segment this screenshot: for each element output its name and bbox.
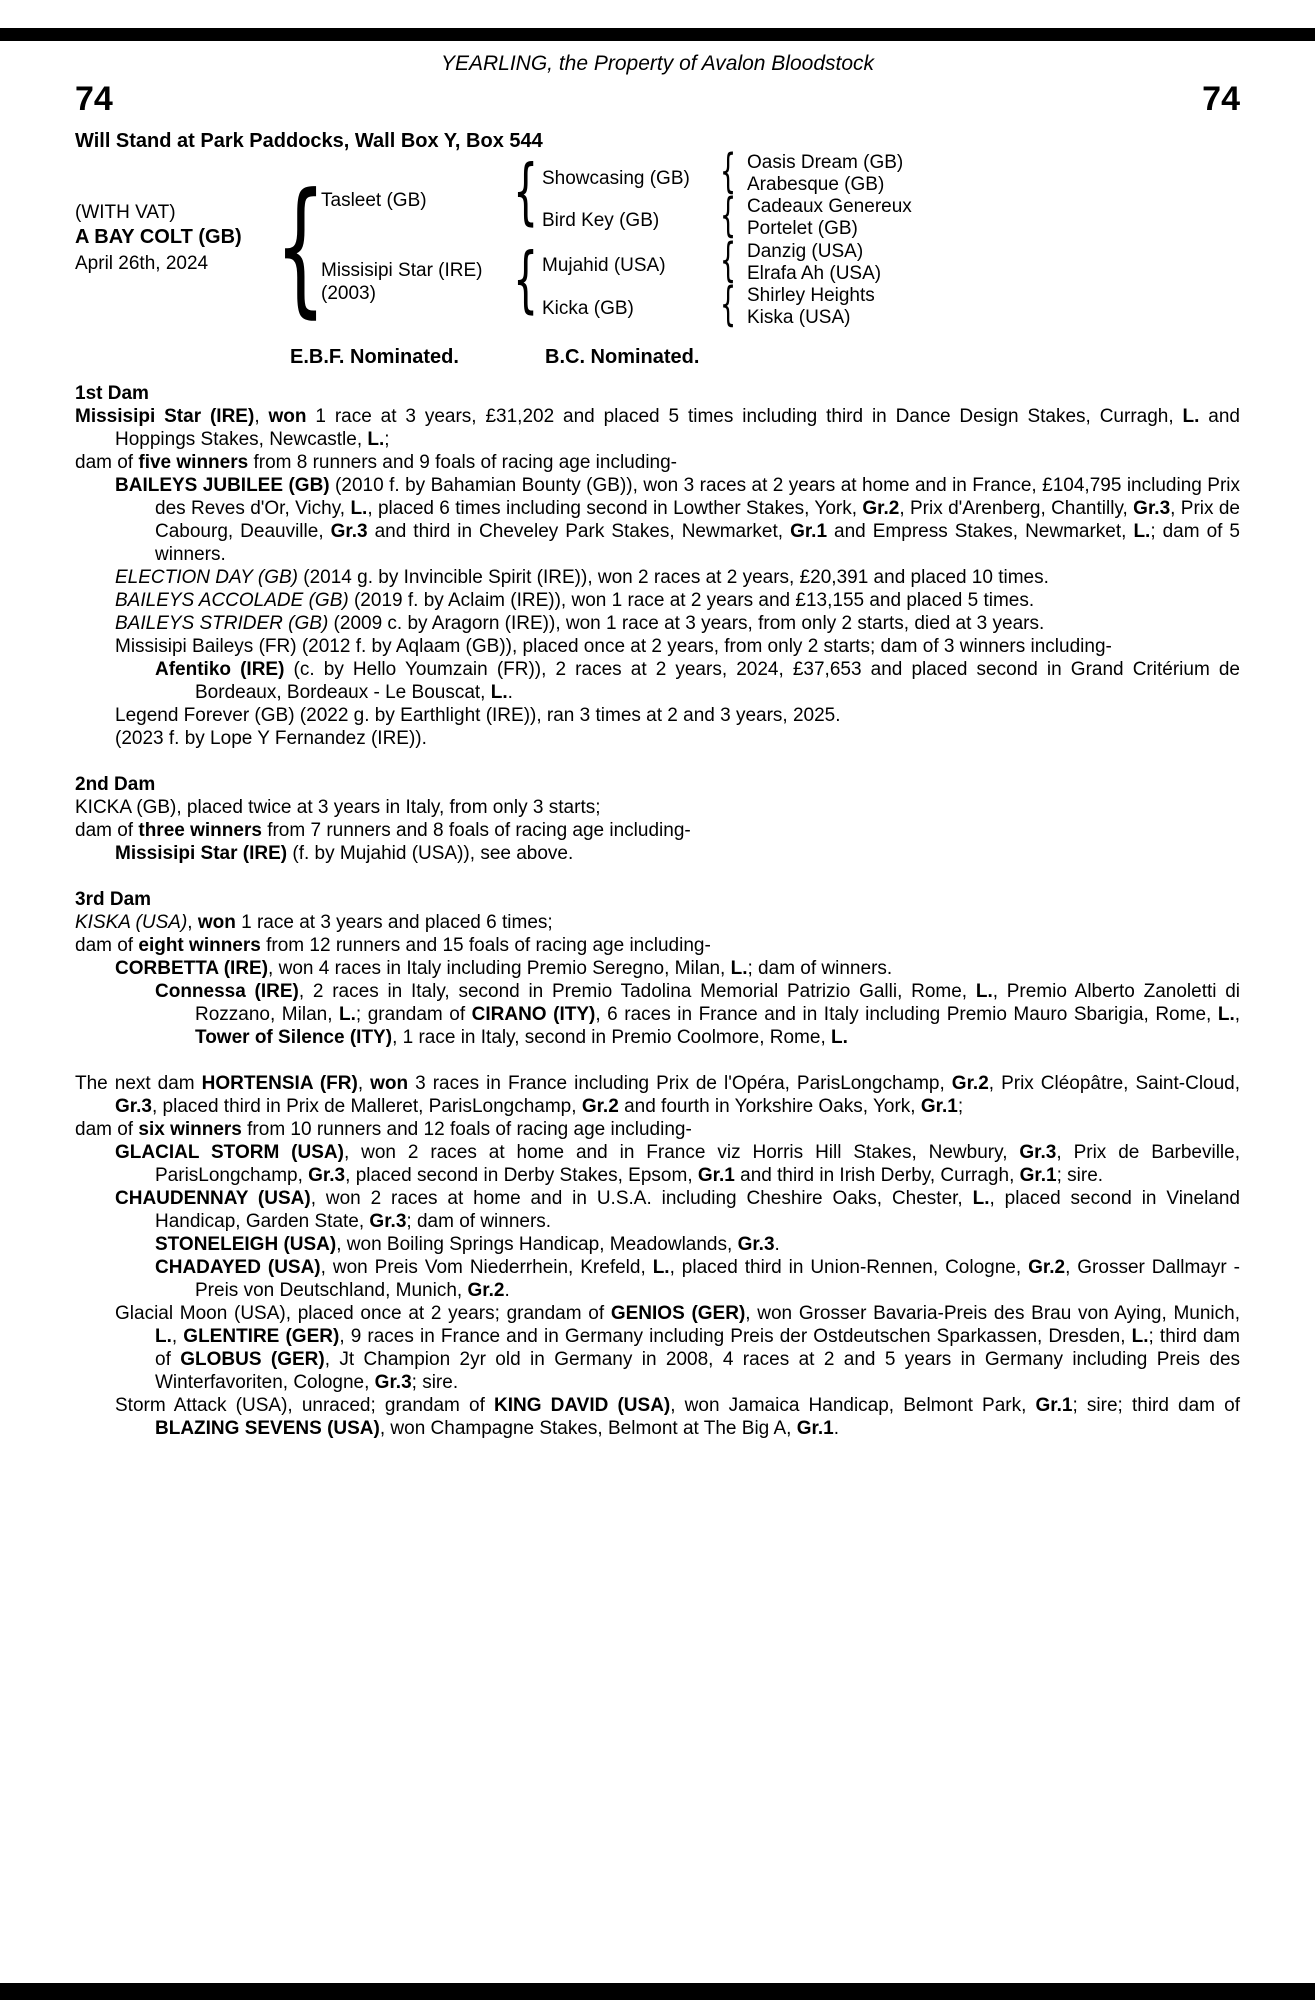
- pedigree-paragraph: [75, 1233, 1240, 1256]
- text-run: won: [268, 406, 307, 427]
- scan-artifact-top: [0, 28, 1315, 41]
- section-spacer: [75, 750, 1240, 773]
- text-run: Gr.3: [374, 1372, 412, 1393]
- text-run: Glacial Moon (USA), placed once at 2 years; grandam of: [115, 1303, 611, 1324]
- text-run: (f. by Mujahid (USA)), see above.: [287, 843, 574, 864]
- text-run: six winners: [138, 1119, 242, 1140]
- text-run: Gr.1: [1019, 1165, 1057, 1186]
- catalogue-body: [75, 382, 1240, 1440]
- text-run: BAILEYS JUBILEE (GB): [115, 475, 330, 496]
- text-run: Gr.1: [697, 1165, 735, 1186]
- text-run: Gr.3: [1019, 1142, 1057, 1163]
- text-run: , won Boiling Springs Handicap, Meadowlands,: [336, 1234, 738, 1255]
- great-grandsire-1-name: Oasis Dream (GB): [747, 152, 904, 173]
- lot-number-right: 74: [1202, 80, 1240, 118]
- text-run: ELECTION DAY (GB): [115, 567, 298, 588]
- text-run: dam of: [75, 452, 139, 473]
- text-run: , 2 races in Italy, second in Premio Tadolina Memorial Patrizio Galli, Rome,: [298, 981, 976, 1002]
- text-run: L.: [1182, 406, 1200, 427]
- text-run: dam of: [75, 820, 139, 841]
- text-run: , won Preis Vom Niederrhein, Krefeld,: [320, 1257, 653, 1278]
- section-heading: 2nd Dam: [75, 774, 156, 795]
- text-run: L.: [652, 1257, 670, 1278]
- sire-dam-name: Bird Key (GB): [542, 210, 660, 231]
- pedigree-paragraph: [75, 1141, 1240, 1187]
- text-run: and Empress Stakes, Newmarket,: [827, 521, 1134, 542]
- text-run: ; dam of 5 winners.: [155, 521, 1240, 565]
- text-run: BAILEYS ACCOLADE (GB): [115, 590, 349, 611]
- text-run: Gr.3: [1133, 498, 1171, 519]
- pedigree-paragraph: [75, 1072, 1240, 1118]
- text-run: L.: [975, 981, 993, 1002]
- section-heading: 3rd Dam: [75, 889, 152, 910]
- text-run: L.: [367, 429, 385, 450]
- text-run: , won 4 races in Italy including Premio Seregno, Milan,: [268, 958, 731, 979]
- text-run: won: [197, 912, 236, 933]
- text-run: ,: [171, 1326, 184, 1347]
- pedigree-paragraph: [75, 1302, 1240, 1394]
- text-run: .: [833, 1418, 839, 1439]
- text-run: ,: [1234, 1004, 1241, 1025]
- text-run: three winners: [138, 820, 262, 841]
- text-run: and fourth in Yorkshire Oaks, York,: [618, 1096, 921, 1117]
- text-run: Gr.3: [308, 1165, 346, 1186]
- dam-name: Missisipi Star (IRE): [321, 260, 483, 281]
- text-run: L.: [1217, 1004, 1235, 1025]
- pedigree-paragraph: [75, 727, 1240, 750]
- text-run: Gr.2: [951, 1073, 989, 1094]
- text-run: , Premio Alberto Zanoletti di Rozzano, Milan,: [195, 981, 1241, 1025]
- pedigree-paragraph: [75, 796, 1240, 819]
- text-run: KICKA (GB), placed twice at 3 years in Italy, from only 3 starts;: [75, 797, 601, 818]
- text-run: ; sire; third dam of: [1072, 1395, 1240, 1416]
- text-run: STONELEIGH (USA): [155, 1234, 337, 1255]
- text-run: Legend Forever (GB) (2022 g. by Earthlight (IRE)), ran 3 times at 2 and 3 years, 2025.: [115, 705, 841, 726]
- pedigree-paragraph: [75, 1394, 1240, 1440]
- text-run: ,: [254, 406, 269, 427]
- pedigree-paragraph: [75, 1187, 1240, 1233]
- text-run: and Hoppings Stakes, Newcastle,: [115, 406, 1240, 450]
- text-run: from 7 runners and 8 foals of racing age including-: [261, 820, 691, 841]
- text-run: The next dam: [75, 1073, 202, 1094]
- text-run: , Prix d'Arenberg, Chantilly,: [899, 498, 1134, 519]
- text-run: L.: [339, 1004, 356, 1025]
- text-run: BLAZING SEVENS (USA): [155, 1418, 380, 1439]
- pedigree-paragraph: [75, 589, 1240, 612]
- text-run: L.: [1131, 1326, 1149, 1347]
- text-run: ; sire.: [1056, 1165, 1104, 1186]
- pedigree-paragraph: [75, 635, 1240, 658]
- great-granddam-1-name: Arabesque (GB): [747, 174, 885, 195]
- text-run: ;: [957, 1096, 964, 1117]
- great-granddam-4-name: Kiska (USA): [747, 307, 851, 328]
- text-run: Gr.3: [737, 1234, 775, 1255]
- foaling-date: April 26th, 2024: [75, 253, 209, 274]
- text-run: L.: [155, 1326, 172, 1347]
- text-run: from 8 runners and 9 foals of racing age including-: [248, 452, 678, 473]
- pedigree-brace-main: [275, 180, 326, 315]
- text-run: GLOBUS (GER): [180, 1349, 325, 1370]
- vat-note: (WITH VAT): [75, 202, 176, 223]
- text-run: 1 race at 3 years and placed 6 times;: [235, 912, 553, 933]
- text-run: BAILEYS STRIDER (GB): [115, 613, 329, 634]
- pedigree-paragraph: [75, 1118, 1240, 1141]
- text-run: , won Jamaica Handicap, Belmont Park,: [670, 1395, 1036, 1416]
- lot-number-left: 74: [75, 80, 113, 118]
- pedigree-paragraph: [75, 842, 1240, 865]
- text-run: , placed third in Union-Rennen, Cologne,: [669, 1257, 1029, 1278]
- pedigree-paragraph: [75, 612, 1240, 635]
- text-run: Gr.3: [369, 1211, 407, 1232]
- text-run: ; third dam of: [155, 1326, 1240, 1370]
- text-run: , won 2 races at home and in France viz Horris Hill Stakes, Newbury,: [343, 1142, 1020, 1163]
- animal-name: A BAY COLT (GB): [75, 226, 242, 248]
- text-run: KING DAVID (USA): [494, 1395, 671, 1416]
- text-run: , Prix de Barbeville, ParisLongchamp,: [155, 1142, 1240, 1186]
- text-run: Storm Attack (USA), unraced; grandam of: [115, 1395, 494, 1416]
- text-run: CORBETTA (IRE): [115, 958, 269, 979]
- text-run: , Prix de Cabourg, Deauville,: [155, 498, 1241, 542]
- pedigree-paragraph: [75, 566, 1240, 589]
- pedigree-paragraph: [75, 819, 1240, 842]
- text-run: Missisipi Star (IRE): [75, 406, 255, 427]
- text-run: KISKA (USA): [75, 912, 188, 933]
- text-run: GENIOS (GER): [610, 1303, 746, 1324]
- text-run: 1 race at 3 years, £31,202 and placed 5 times including third in Dance Design Stakes, Curragh,: [306, 406, 1183, 427]
- text-run: , won Champagne Stakes, Belmont at The Big A,: [379, 1418, 797, 1439]
- text-run: Gr.1: [790, 521, 828, 542]
- text-run: ; dam of winners.: [406, 1211, 552, 1232]
- text-run: .: [507, 682, 513, 703]
- pedigree-paragraph: [75, 474, 1240, 566]
- text-run: (2019 f. by Aclaim (IRE)), won 1 race at 2 years and £13,155 and placed 5 times.: [348, 590, 1035, 611]
- text-run: 3 races in France including Prix de l'Opéra, ParisLongchamp,: [408, 1073, 952, 1094]
- great-granddam-2-name: Portelet (GB): [747, 218, 858, 239]
- text-run: , placed second in Derby Stakes, Epsom,: [345, 1165, 698, 1186]
- great-grandsire-3-name: Danzig (USA): [747, 241, 864, 262]
- text-run: Gr.3: [330, 521, 368, 542]
- text-run: , placed third in Prix de Malleret, ParisLongchamp,: [151, 1096, 582, 1117]
- text-run: from 12 runners and 15 foals of racing age including-: [260, 935, 711, 956]
- text-run: Missisipi Baileys (FR) (2012 f. by Aqlaam (GB)), placed once at 2 years, from only 2 starts; dam of 3 winners including-: [115, 636, 1112, 657]
- scan-artifact-bottom: [0, 1983, 1315, 2000]
- text-run: (2014 g. by Invincible Spirit (IRE)), won 2 races at 2 years, £20,391 and placed 10 times.: [298, 567, 1049, 588]
- text-run: Afentiko (IRE): [155, 659, 285, 680]
- text-run: .: [774, 1234, 780, 1255]
- pedigree-table: [75, 150, 1240, 378]
- sire-name: Tasleet (GB): [321, 190, 427, 211]
- pedigree-paragraph: [75, 911, 1240, 934]
- pedigree-paragraph: [75, 957, 1240, 980]
- text-run: ,: [187, 912, 198, 933]
- pedigree-paragraph: [75, 1256, 1240, 1302]
- text-run: Gr.1: [1035, 1395, 1073, 1416]
- text-run: eight winners: [138, 935, 261, 956]
- text-run: , placed second in Vineland Handicap, Garden State,: [155, 1188, 1240, 1232]
- text-run: Gr.1: [920, 1096, 958, 1117]
- text-run: Gr.2: [467, 1280, 505, 1301]
- text-run: L.: [972, 1188, 990, 1209]
- text-run: L.: [1133, 521, 1151, 542]
- pedigree-paragraph: [75, 658, 1240, 704]
- pedigree-brace-pair-2: [720, 194, 736, 236]
- text-run: (c. by Hello Youmzain (FR)), 2 races at 2 years, 2024, £37,653 and placed second in Grand Critérium de Bordeaux, Bordeaux - Le Bouscat,: [195, 659, 1241, 703]
- ebf-nominated-note: E.B.F. Nominated.: [290, 346, 459, 368]
- dam-foaling-year: (2003): [321, 283, 376, 304]
- text-run: (2010 f. by Bahamian Bounty (GB)), won 3 races at 2 years at home and in France, £104,795 including Prix des Reves d'Or, Vichy,: [155, 475, 1240, 519]
- text-run: Gr.3: [115, 1096, 152, 1117]
- pedigree-brace-pair-4: [720, 283, 736, 325]
- text-run: Gr.2: [581, 1096, 619, 1117]
- text-run: dam of: [75, 1119, 139, 1140]
- pedigree-paragraph: [75, 980, 1240, 1049]
- text-run: Tower of Silence (ITY): [195, 1027, 393, 1048]
- text-run: L.: [350, 498, 368, 519]
- text-run: HORTENSIA (FR): [201, 1073, 358, 1094]
- pedigree-brace-pair-3: [720, 239, 736, 281]
- dam-dam-name: Kicka (GB): [542, 298, 634, 319]
- pedigree-paragraph: [75, 405, 1240, 451]
- text-run: GLACIAL STORM (USA): [115, 1142, 344, 1163]
- pedigree-brace-pair-1: [720, 150, 736, 192]
- text-run: ; grandam of: [355, 1004, 472, 1025]
- property-line: YEARLING, the Property of Avalon Bloodstock: [440, 52, 875, 75]
- text-run: , won 2 races at home and in U.S.A. including Cheshire Oaks, Chester,: [310, 1188, 973, 1209]
- text-run: and third in Cheveley Park Stakes, Newmarket,: [367, 521, 791, 542]
- pedigree-brace-dam: [513, 246, 538, 312]
- great-granddam-3-name: Elrafa Ah (USA): [747, 263, 882, 284]
- text-run: Gr.2: [862, 498, 900, 519]
- text-run: five winners: [138, 452, 249, 473]
- bc-nominated-note: B.C. Nominated.: [545, 346, 700, 368]
- text-run: Gr.1: [796, 1418, 834, 1439]
- text-run: GLENTIRE (GER): [183, 1326, 340, 1347]
- text-run: , won Grosser Bavaria-Preis des Brau von Aying, Munich,: [745, 1303, 1241, 1324]
- text-run: , 9 races in France and in Germany including Preis der Ostdeutschen Sparkassen, Dresden,: [339, 1326, 1132, 1347]
- text-run: .: [504, 1280, 510, 1301]
- dam-sire-name: Mujahid (USA): [542, 255, 666, 276]
- pedigree-paragraph: [75, 704, 1240, 727]
- text-run: L.: [730, 958, 748, 979]
- text-run: from 10 runners and 12 foals of racing age including-: [241, 1119, 692, 1140]
- text-run: , placed 6 times including second in Lowther Stakes, York,: [367, 498, 863, 519]
- text-run: Gr.2: [1028, 1257, 1066, 1278]
- pedigree-paragraph: [75, 451, 1240, 474]
- text-run: ; sire.: [411, 1372, 459, 1393]
- text-run: , Grosser Dallmayr - Preis von Deutschland, Munich,: [195, 1257, 1240, 1301]
- text-run: , 1 race in Italy, second in Premio Coolmore, Rome,: [392, 1027, 832, 1048]
- text-run: dam of: [75, 935, 139, 956]
- stand-location: Will Stand at Park Paddocks, Wall Box Y, Box 544: [75, 130, 543, 152]
- text-run: CHAUDENNAY (USA): [115, 1188, 311, 1209]
- text-run: , 6 races in France and in Italy including Premio Mauro Sbarigia, Rome,: [595, 1004, 1218, 1025]
- section-spacer: [75, 1049, 1240, 1072]
- text-run: won: [370, 1073, 409, 1094]
- great-grandsire-2-name: Cadeaux Genereux: [747, 196, 912, 217]
- pedigree-brace-sire: [513, 158, 538, 224]
- text-run: (2009 c. by Aragorn (IRE)), won 1 race at 3 years, from only 2 starts, died at 3 years.: [328, 613, 1045, 634]
- text-run: and third in Irish Derby, Curragh,: [734, 1165, 1020, 1186]
- text-run: ; dam of winners.: [747, 958, 893, 979]
- section-spacer: [75, 865, 1240, 888]
- text-run: L.: [831, 1027, 848, 1048]
- sire-sire-name: Showcasing (GB): [542, 168, 690, 189]
- text-run: , Jt Champion 2yr old in Germany in 2008, 4 races at 2 and 5 years in Germany including Preis des Winterfavoriten, Cologne,: [155, 1349, 1241, 1393]
- section-heading: 1st Dam: [75, 383, 149, 404]
- text-run: CHADAYED (USA): [155, 1257, 321, 1278]
- text-run: CIRANO (ITY): [471, 1004, 596, 1025]
- text-run: ;: [384, 429, 390, 450]
- text-run: L.: [490, 682, 508, 703]
- great-grandsire-4-name: Shirley Heights: [747, 285, 875, 306]
- text-run: , Prix Cléopâtre, Saint-Cloud,: [988, 1073, 1241, 1094]
- text-run: Missisipi Star (IRE): [115, 843, 288, 864]
- text-run: ,: [357, 1073, 371, 1094]
- text-run: Connessa (IRE): [155, 981, 299, 1002]
- text-run: (2023 f. by Lope Y Fernandez (IRE)).: [115, 728, 427, 749]
- pedigree-paragraph: [75, 934, 1240, 957]
